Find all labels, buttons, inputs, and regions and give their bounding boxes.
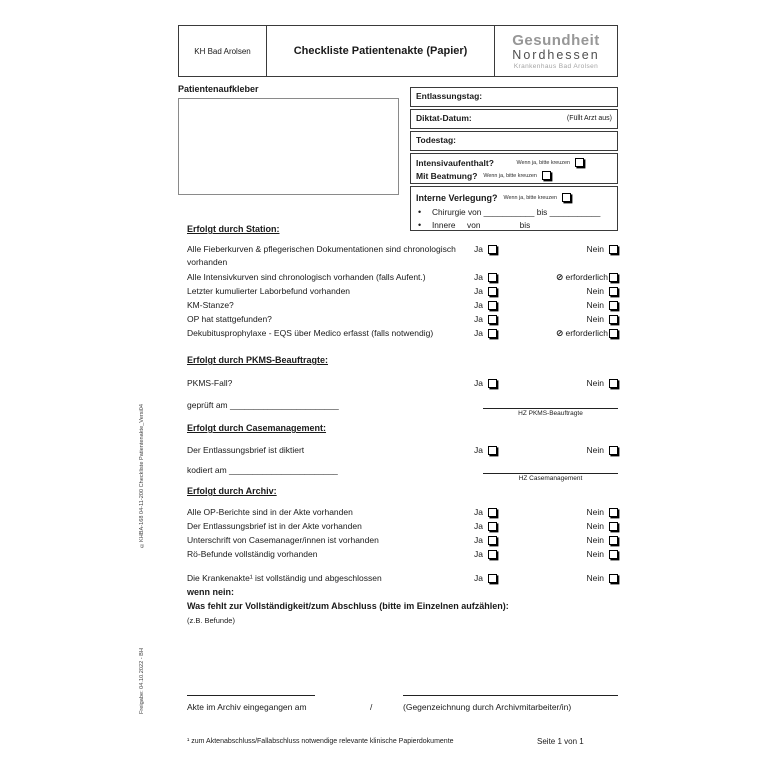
countersign-label: (Gegenzeichnung durch Archivmitarbeiter/in) xyxy=(403,702,572,712)
checkbox-icon[interactable] xyxy=(609,287,618,296)
beatmung-question: Mit Beatmung? xyxy=(416,170,478,181)
checklist-row xyxy=(187,377,618,390)
checkbox-icon[interactable] xyxy=(609,301,618,310)
checkbox-icon[interactable] xyxy=(488,522,497,531)
erforderlich-label: erforderlich xyxy=(565,328,608,338)
checkbox-icon[interactable] xyxy=(488,329,497,338)
checkbox-icon[interactable] xyxy=(488,536,497,545)
diktat-note: (Füllt Arzt aus) xyxy=(566,114,612,122)
checkbox-icon[interactable] xyxy=(609,245,618,254)
nein-label: Nein xyxy=(586,286,604,296)
section-title-archiv: Erfolgt durch Archiv: xyxy=(187,486,277,496)
item-text: OP hat stattgefunden? xyxy=(187,314,272,324)
item-text: Letzter kumulierter Laborbefund vorhanden xyxy=(187,286,351,296)
checkbox-icon[interactable] xyxy=(488,315,497,324)
logo-line-1: Gesundheit xyxy=(512,32,600,50)
item-text: Der Entlassungsbrief ist in der Akte vorhanden xyxy=(187,521,362,531)
checkbox-icon[interactable] xyxy=(488,550,497,559)
nein-label: Nein xyxy=(586,244,604,254)
nein-label: Nein xyxy=(586,507,604,517)
todestag-label: Todestag: xyxy=(416,135,456,145)
slash-separator: / xyxy=(370,702,373,712)
footnote: ¹ zum Aktenabschluss/Fallabschluss notwendige relevante klinische Papierdokumente xyxy=(187,738,454,745)
missing-example: (z.B. Befunde) xyxy=(187,616,235,625)
section-title-casemanagement: Erfolgt durch Casemanagement: xyxy=(187,423,327,433)
checkbox-icon[interactable] xyxy=(488,301,497,310)
item-text: PKMS-Fall? xyxy=(187,378,233,388)
checklist-row xyxy=(187,444,618,457)
pkms-date-line: geprüft am _______________________ xyxy=(187,400,339,410)
side-copyright-text: ©KHBA-168 04-11-200 Checkliste Patientenakte_Versi04 xyxy=(139,404,145,548)
checklist-content xyxy=(178,0,618,760)
checkbox-icon[interactable] xyxy=(609,329,618,338)
ja-label: Ja xyxy=(474,314,483,324)
checkbox-icon[interactable] xyxy=(488,245,497,254)
section-title-pkms: Erfolgt durch PKMS-Beauftragte: xyxy=(187,355,329,365)
checkbox-icon[interactable] xyxy=(609,446,618,455)
item-text: KM-Stanze? xyxy=(187,300,234,310)
missing-prompt: Was fehlt zur Vollständigkeit/zum Abschluss (bitte im Einzelnen aufzählen): xyxy=(187,601,509,611)
not-required-icon: ⊘ xyxy=(555,328,564,338)
diktat-datum-label: Diktat-Datum: xyxy=(416,113,472,123)
ja-label: Ja xyxy=(474,244,483,254)
erforderlich-label: erforderlich xyxy=(565,272,608,282)
item-text: Rö-Befunde vollständig vorhanden xyxy=(187,549,318,559)
nein-label: Nein xyxy=(586,549,604,559)
intensiv-question: Intensivaufenthalt? xyxy=(416,157,494,168)
checklist-row xyxy=(187,285,618,298)
verlegung-question: Interne Verlegung? xyxy=(416,192,498,203)
ja-label: Ja xyxy=(474,328,483,338)
archive-date-line[interactable] xyxy=(187,694,315,696)
nein-label: Nein xyxy=(586,521,604,531)
form-title: Checkliste Patientenakte (Papier) xyxy=(267,26,495,76)
ja-label: Ja xyxy=(474,535,483,545)
ja-label: Ja xyxy=(474,549,483,559)
nein-label: Nein xyxy=(586,535,604,545)
case-date-line: kodiert am _______________________ xyxy=(187,465,338,475)
item-text: Alle Intensivkurven sind chronologisch vorhanden (falls Aufent.) xyxy=(187,272,426,282)
archive-date-label: Akte im Archiv eingegangen am xyxy=(187,702,307,712)
case-signature-block xyxy=(483,464,618,482)
checkbox-icon[interactable] xyxy=(609,379,618,388)
logo-line-2: Nordhessen xyxy=(512,47,600,62)
ja-label: Ja xyxy=(474,521,483,531)
logo-line-3: Krankenhaus Bad Arolsen xyxy=(513,63,599,71)
verlegung-innere-line: Innere von bis xyxy=(432,220,531,230)
signature-line[interactable] xyxy=(483,464,618,474)
case-signature-caption: HZ Casemanagement xyxy=(518,475,583,482)
item-text: Alle Fieberkurven & pflegerischen Dokumentationen sind chronologisch vorhanden xyxy=(187,244,456,267)
pkms-signature-block xyxy=(483,399,618,417)
ja-label: Ja xyxy=(474,573,483,583)
side-release-text: Freigabe: 04.10.2022 - BH xyxy=(139,648,145,714)
checkbox-icon[interactable] xyxy=(488,508,497,517)
checkbox-icon[interactable] xyxy=(609,315,618,324)
item-text: Unterschrift von Casemanager/innen ist vorhanden xyxy=(187,535,379,545)
checkbox-icon[interactable] xyxy=(488,379,497,388)
patient-sticker-label: Patientenaufkleber xyxy=(178,84,259,94)
pkms-signature-caption: HZ PKMS-Beauftragte xyxy=(518,410,583,417)
nein-label: Nein xyxy=(586,573,604,583)
ja-label: Ja xyxy=(474,378,483,388)
checkbox-icon[interactable] xyxy=(488,287,497,296)
wenn-nein-label: wenn nein: xyxy=(187,587,234,597)
nein-label: Nein xyxy=(586,314,604,324)
bullet-icon: • xyxy=(418,206,422,217)
nein-label: Nein xyxy=(586,300,604,310)
checklist-row xyxy=(187,243,618,269)
checklist-row xyxy=(187,534,618,547)
ja-label: Ja xyxy=(474,300,483,310)
checkbox-icon[interactable] xyxy=(609,273,618,282)
verlegung-chirurgie-line: Chirurgie von ___________ bis ___________ xyxy=(432,206,601,217)
checkbox-icon[interactable] xyxy=(609,574,618,583)
not-required-icon: ⊘ xyxy=(555,272,564,282)
checkbox-icon[interactable] xyxy=(488,273,497,282)
checkbox-icon[interactable] xyxy=(488,446,497,455)
item-text: Alle OP-Berichte sind in der Akte vorhanden xyxy=(187,507,353,517)
checkbox-icon[interactable] xyxy=(488,574,497,583)
page-number: Seite 1 von 1 xyxy=(537,737,584,746)
ja-label: Ja xyxy=(474,286,483,296)
countersign-line[interactable] xyxy=(403,694,618,696)
checkbox-icon[interactable] xyxy=(609,522,618,531)
kreuzen-hint: Wenn ja, bitte kreuzen xyxy=(483,172,537,179)
checkbox-icon[interactable] xyxy=(609,550,618,559)
signature-line[interactable] xyxy=(483,399,618,409)
nein-label: Nein xyxy=(586,445,604,455)
section-title-station: Erfolgt durch Station: xyxy=(187,224,280,234)
org-short-label: KH Bad Arolsen xyxy=(179,26,267,76)
entlassungstag-label: Entlassungstag: xyxy=(416,91,483,101)
checklist-row xyxy=(187,313,618,326)
bullet-icon: • xyxy=(418,220,422,230)
checkbox-icon[interactable] xyxy=(609,508,618,517)
item-text: Dekubitusprophylaxe - EQS über Medico erfasst (falls notwendig) xyxy=(187,328,434,338)
ja-label: Ja xyxy=(474,445,483,455)
checklist-row xyxy=(187,572,618,585)
kreuzen-hint: Wenn ja, bitte kreuzen xyxy=(503,194,558,201)
checklist-row xyxy=(187,520,618,533)
checklist-row xyxy=(187,299,618,312)
checklist-row xyxy=(187,271,618,284)
item-text: Die Krankenakte¹ ist vollständig und abgeschlossen xyxy=(187,573,382,583)
ja-label: Ja xyxy=(474,507,483,517)
checklist-row xyxy=(187,548,618,561)
ja-label: Ja xyxy=(474,272,483,282)
item-text: Der Entlassungsbrief ist diktiert xyxy=(187,445,305,455)
nein-label: Nein xyxy=(586,378,604,388)
checkbox-icon[interactable] xyxy=(609,536,618,545)
checklist-row xyxy=(187,506,618,519)
kreuzen-hint: Wenn ja, bitte kreuzen xyxy=(516,159,570,166)
checklist-row xyxy=(187,327,618,340)
